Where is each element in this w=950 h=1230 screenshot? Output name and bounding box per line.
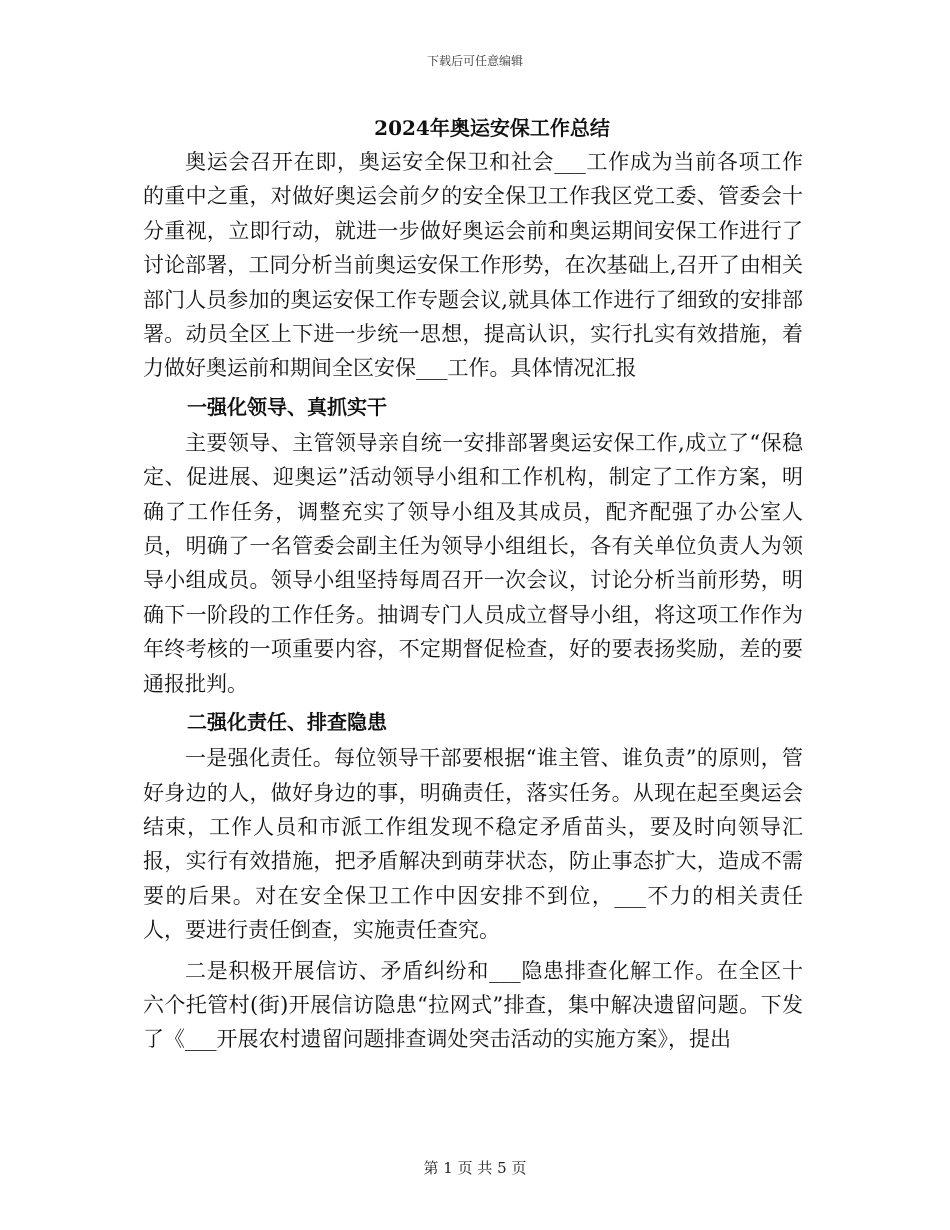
section-1-heading: 一强化领导、真抓实干 bbox=[187, 394, 387, 419]
section-2-heading: 二强化责任、排查隐患 bbox=[187, 710, 387, 735]
page-header-note: 下载后可任意编辑 bbox=[426, 54, 523, 68]
page-number: 第 1 页 共 5 页 bbox=[423, 1159, 527, 1177]
section-2-paragraph-1: 一是强化责任。每位领导干部要根据“谁主管、谁负责”的原则，管好身边的人，做好身边的事，明确责任，落实任务。从现在起至奥运会结束，工作人员和市派工作组发现不稳定矛盾苗头，要及时向领导汇报，实行有效措施，把矛盾解决到萌芽状态，防止事态扩大，造成不需要的后果。对在安全保卫工作中因安排不到位，___不力的相关责任人，要进行责任倒查，实施责任查究。 bbox=[143, 746, 803, 943]
intro-paragraph: 奥运会召开在即，奥运安全保卫和社会___工作成为当前各项工作的重中之重，对做好奥运会前夕的安全保卫工作我区党工委、管委会十分重视，立即行动，就进一步做好奥运会前和奥运期间安保工作进行了讨论部署，工同分析当前奥运安保工作形势，在次基础上,召开了由相关部门人员参加的奥运安保工作专题会议,就具体工作进行了细致的安排部署。动员全区上下进一步统一思想，提高认识，实行扎实有效措施，着力做好奥运前和期间全区安保___工作。具体情况汇报 bbox=[143, 150, 803, 381]
section-1-paragraph: 主要领导、主管领导亲自统一安排部署奥运安保工作,成立了“保稳定、促进展、迎奥运”活动领导小组和工作机构，制定了工作方案，明确了工作任务，调整充实了领导小组及其成员，配齐配强了办公室人员，明确了一名管委会副主任为领导小组组长，各有关单位负责人为领导小组成员。领导小组坚持每周召开一次会议，讨论分析当前形势，明确下一阶段的工作任务。抽调专门人员成立督导小组，将这项工作作为年终考核的一项重要内容，不定期督促检查，好的要表扬奖励，差的要通报批判。 bbox=[143, 430, 803, 696]
document-title: 2024年奥运安保工作总结 bbox=[374, 116, 610, 140]
document-body bbox=[143, 112, 803, 1057]
section-2-paragraph-2: 二是积极开展信访、矛盾纠纷和___隐患排查化解工作。在全区十六个托管村(街)开展信访隐患“拉网式”排查，集中解决遗留问题。下发了《___开展农村遗留问题排查调处突击活动的实施方案》，提出 bbox=[143, 958, 803, 1052]
